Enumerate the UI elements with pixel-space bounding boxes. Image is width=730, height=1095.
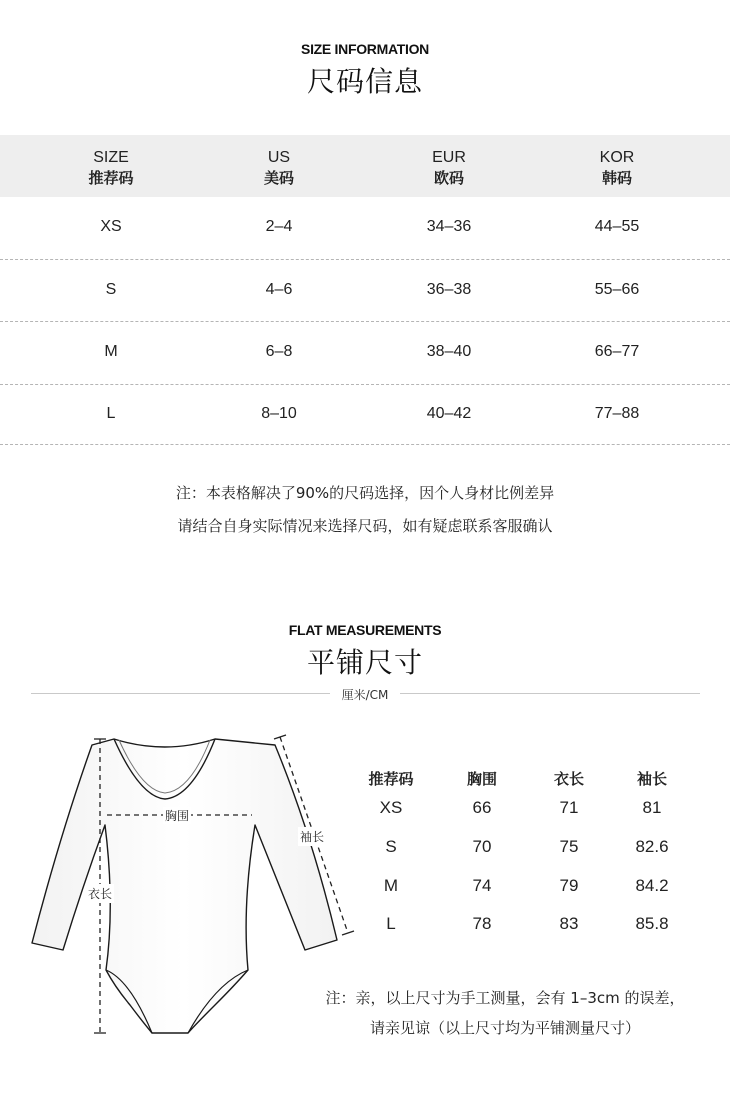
us-cell: 4–6	[265, 281, 293, 298]
us-cell: 8–10	[261, 405, 297, 422]
flat-cell-length: 83	[559, 914, 579, 933]
flat-cell-chest: 66	[472, 798, 492, 817]
flat-cell-sleeve: 81	[642, 798, 662, 817]
header-kor-cn: 韩码	[601, 169, 632, 187]
header-kor	[537, 148, 697, 188]
table-row	[0, 260, 730, 322]
header-us	[199, 148, 359, 188]
flat-title-cn: 平铺尺寸	[306, 646, 423, 679]
header-size-cn: 推荐码	[88, 169, 134, 187]
kor-cell: 77–88	[594, 405, 640, 422]
header-kor-en: KOR	[599, 149, 635, 166]
flat-cell-size: S	[385, 837, 397, 856]
flat-cell-length: 71	[559, 798, 579, 817]
flat-cell-size: M	[383, 876, 399, 895]
header-eur-en: EUR	[432, 149, 466, 166]
kor-cell: 55–66	[594, 281, 640, 298]
flat-cell-sleeve: 82.6	[635, 837, 669, 856]
eur-cell: 40–42	[426, 405, 472, 422]
diagram-label-chest: 胸围	[165, 809, 190, 823]
header-us-cn: 美码	[263, 169, 294, 187]
unit-label: 厘米/CM	[341, 688, 389, 702]
eur-cell: 36–38	[426, 281, 472, 298]
size-cell: XS	[100, 218, 122, 235]
row-divider	[0, 444, 730, 445]
size-note-line1: 注：本表格解决了90%的尺码选择，因个人身材比例差异	[175, 484, 555, 502]
table-row	[0, 197, 730, 259]
size-info-title-cn: 尺码信息	[306, 65, 423, 98]
kor-cell: 66–77	[594, 343, 640, 360]
flat-cell-chest: 78	[472, 914, 492, 933]
flat-cell-length: 79	[559, 876, 579, 895]
diagram-label-length: 衣长	[86, 884, 114, 903]
header-eur-cn: 欧码	[433, 169, 464, 187]
size-note-line2: 请结合自身实际情况来选择尺码，如有疑虑联系客服确认	[177, 517, 553, 535]
kor-cell: 44–55	[594, 218, 640, 235]
table-row	[0, 384, 730, 446]
size-table-header	[0, 135, 730, 197]
unit-divider-left	[31, 693, 330, 694]
header-eur	[369, 148, 529, 188]
flat-cell-size: L	[386, 914, 396, 933]
header-size-en: SIZE	[93, 149, 129, 166]
size-cell: S	[105, 281, 117, 298]
flat-cell-sleeve: 85.8	[635, 914, 669, 933]
flat-header-length: 衣长	[553, 770, 584, 788]
flat-cell-chest: 74	[472, 876, 492, 895]
header-us-en: US	[267, 149, 291, 166]
flat-header-chest: 胸围	[466, 770, 497, 788]
flat-cell-length: 75	[559, 837, 579, 856]
us-cell: 2–4	[265, 218, 293, 235]
header-size	[31, 148, 191, 188]
diagram-label-sleeve: 袖长	[298, 827, 326, 846]
flat-cell-sleeve: 84.2	[635, 876, 669, 895]
table-row	[0, 322, 730, 384]
unit-divider-right	[400, 693, 700, 694]
size-cell: M	[104, 343, 118, 360]
eur-cell: 34–36	[426, 218, 472, 235]
flat-cell-size: XS	[379, 798, 403, 817]
size-info-title-en: SIZE INFORMATION	[301, 41, 429, 57]
flat-header-sleeve: 袖长	[636, 770, 667, 788]
flat-note-line1: 注：亲，以上尺寸为手工测量，会有 1–3cm 的误差，	[325, 989, 685, 1007]
eur-cell: 38–40	[426, 343, 472, 360]
us-cell: 6–8	[265, 343, 293, 360]
flat-note-line2: 请亲见谅（以上尺寸均为平铺测量尺寸）	[369, 1019, 640, 1037]
flat-cell-chest: 70	[472, 837, 492, 856]
flat-header-size: 推荐码	[368, 770, 414, 788]
size-cell: L	[106, 405, 116, 422]
flat-title-en: FLAT MEASUREMENTS	[288, 622, 442, 638]
